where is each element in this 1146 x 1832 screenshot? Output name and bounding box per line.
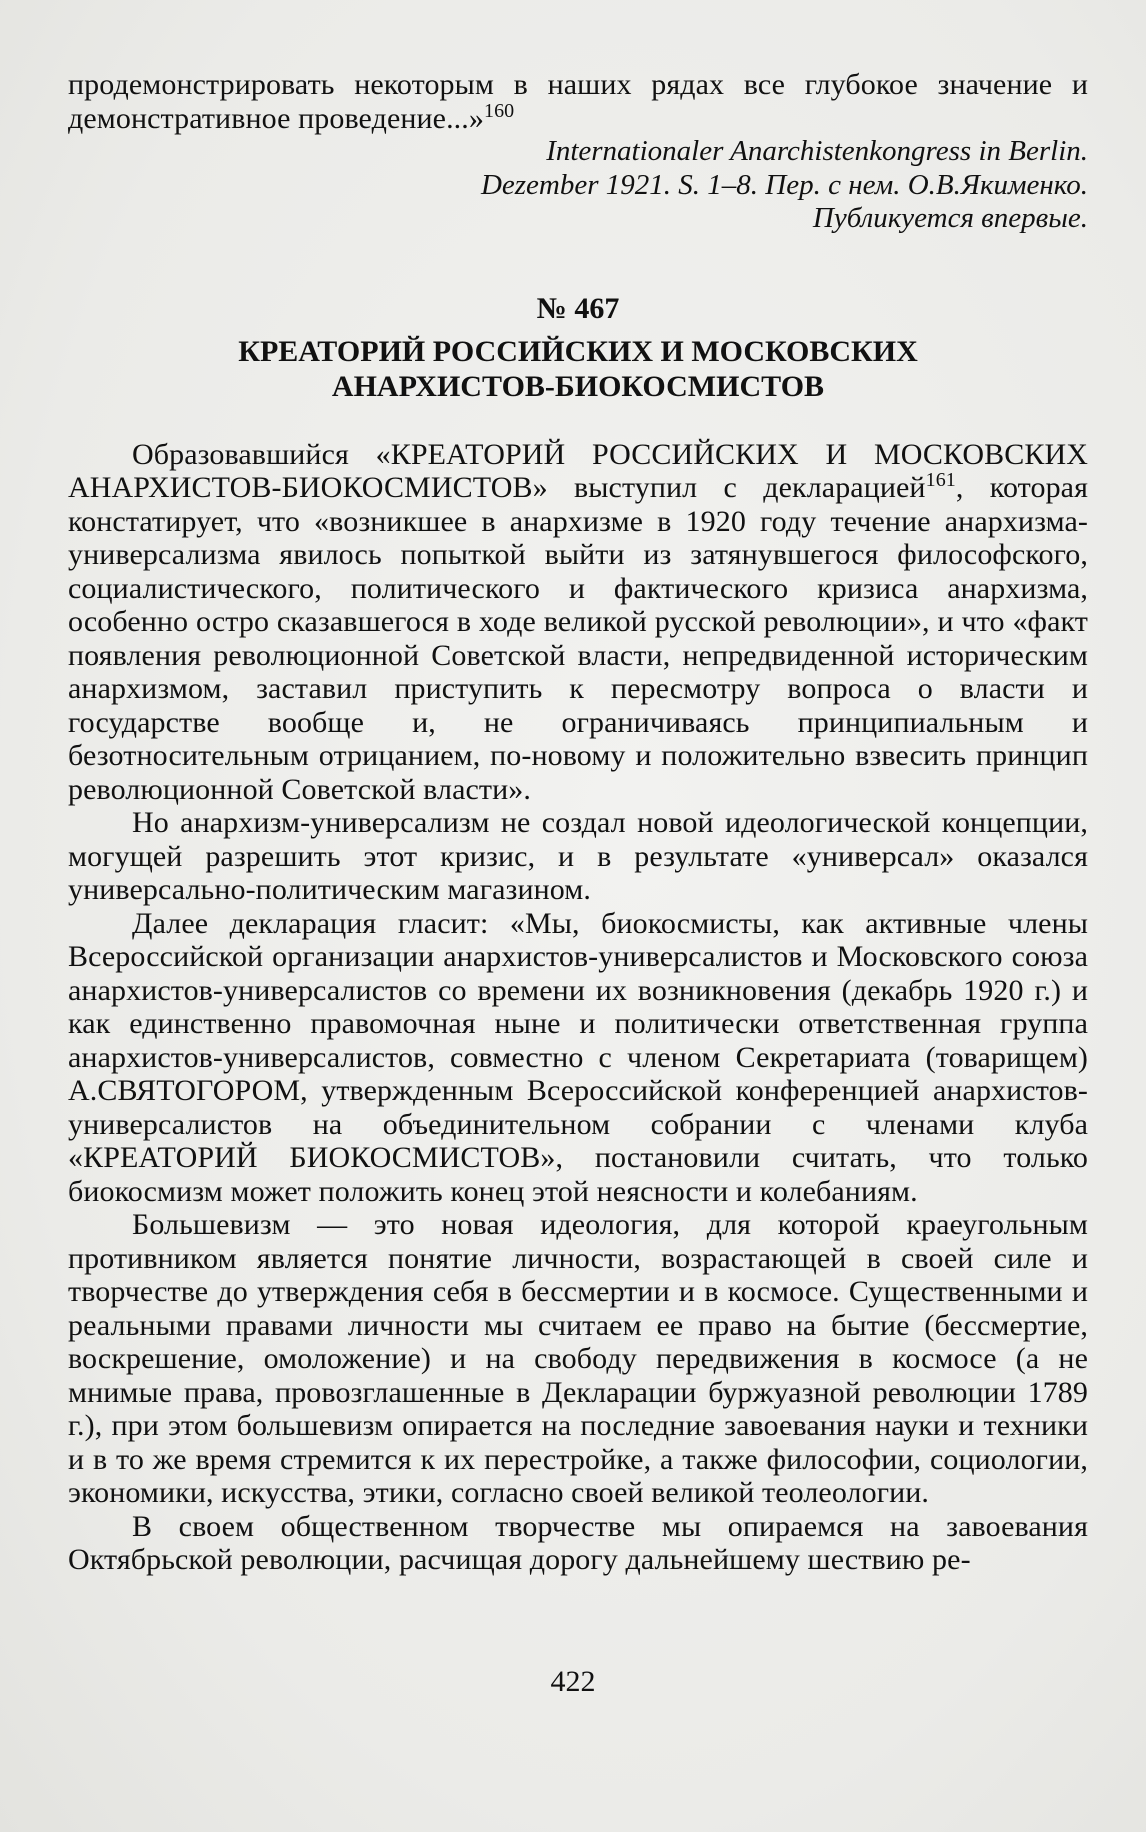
footnote-ref-160: 160 [483,99,515,122]
text-column [68,68,1088,1577]
paragraph-4: Большевизм — это новая идеология, для которой краеугольным противником является понятие личности, возрастающей в своей силе и творчестве до утверждения себя в бессмертии и в космосе. Существенными и реальными правами личности мы считаем ее право на бытие (бессмертие, воскрешение, омоложение) и на свободу передвижения в космосе (а не мнимые права, провозглашенные в Декларации буржуазной революции 1789 г.), при этом большевизм опирается на последние завоевания науки и техники и в то же время стремится к их перестройке, а также философии, социологии, экономики, искусства, этики, согласно своей великой теолеологии. [68,1208,1088,1509]
document-number: № 467 [536,291,620,325]
paragraph-3: Далее декларация гласит: «Мы, биокосмисты, как активные члены Всероссийской организации анархистов-универсалистов и Московского союза анархистов-универсалистов со времени их возникновения (декабрь 1920 г.) и как единственно правомочная ныне и политически ответственная группа анархистов-универсалистов, совместно с членом Секретариата (товарищем) А.СВЯТОГОРОМ, утвержденным Всероссийской конференцией анархистов-универсалистов на объединительном собрании с членами клуба «КРЕАТОРИЙ БИОКОСМИСТОВ», постановили считать, что только биокосмизм может положить конец этой неясности и колебаниям. [68,906,1088,1208]
top-paragraph [68,68,1088,135]
document-title-line-2: АНАРХИСТОВ-БИОКОСМИСТОВ [331,369,825,403]
paragraph-1-rest: , которая констатирует, что «возникшее в анархизме в 1920 году течение анархизма-универсализма явилось попыткой выйти из затянувшегося философского, социалистического, политического и фактического кризиса анархизма, особенно остро сказавшегося в ходе великой русской революции», и что «факт появления революционной Советской власти, непредвиденной историческим анархизмом, заставил приступить к пересмотру вопроса о власти и государстве вообще и, не ограничиваясь принципиальным и безотносительным отрицанием, по-новому и положительно взвесить принцип революционной Советской власти». [68,471,1088,806]
paragraph-5: В своем общественном творчестве мы опираемся на завоевания Октябрьской революции, расчищая дорогу дальнейшему шествию ре- [68,1509,1088,1576]
source-line-1: Internationaler Anarchistenkongress in Berlin. [546,135,1088,167]
paragraph-1-start: Образовавшийся «КРЕАТОРИЙ РОССИЙСКИХ И МОСКОВСКИХ АНАРХИСТОВ-БИОКОСМИСТОВ» выступил с декларацией [68,437,1088,504]
footnote-ref-161: 161 [925,469,956,491]
document-title-line-1: КРЕАТОРИЙ РОССИЙСКИХ И МОСКОВСКИХ [238,334,918,368]
source-line-3: Публикуется впервые. [812,202,1088,234]
document-title [68,334,1088,404]
top-paragraph-text: продемонстрировать некоторым в наших рядах все глубокое значение и демонстративное проведение...» [68,68,1088,135]
paragraph-1 [68,438,1088,807]
paragraph-2: Но анархизм-универсализм не создал новой идеологической концепции, могущей разрешить этот кризис, и в результате «универсал» оказался универсально-политическим магазином. [68,806,1088,906]
source-line-2: Dezember 1921. S. 1–8. Пер. с нем. О.В.Якименко. [480,168,1088,201]
page-number: 422 [550,1665,596,1698]
source-citation [68,135,1088,236]
